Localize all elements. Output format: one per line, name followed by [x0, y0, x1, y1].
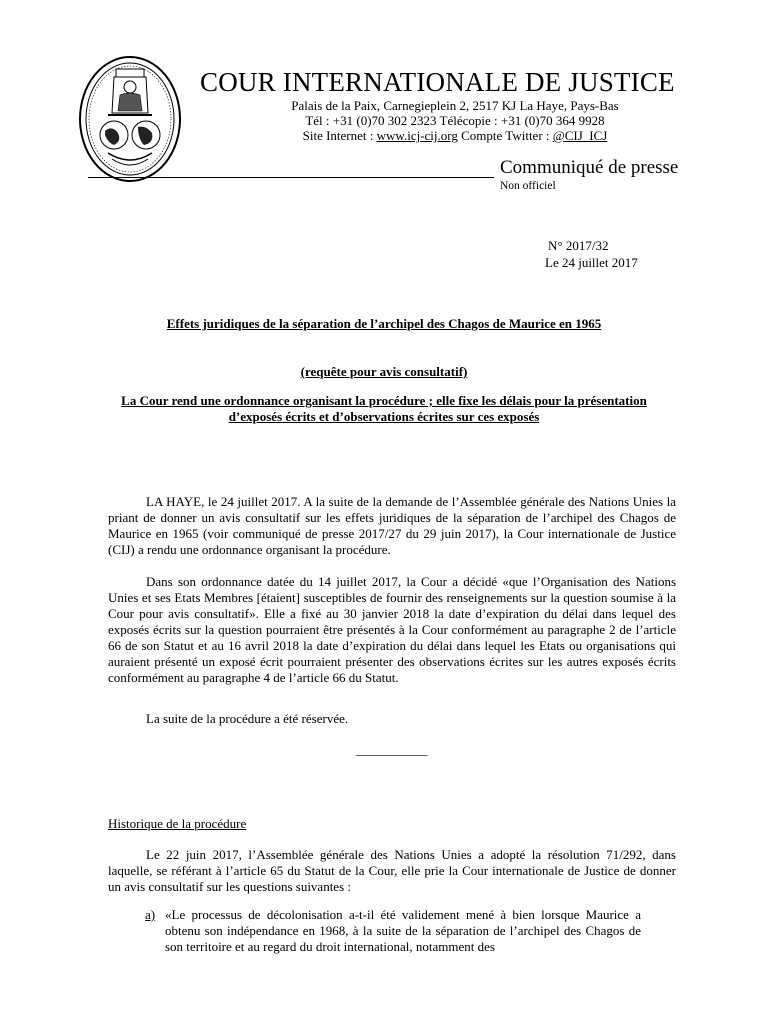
paragraph-2: Dans son ordonnance datée du 14 juillet 2017, la Cour a décidé «que l’Organisation des Nations Unies et ses Etats Membres [étaient] susceptibles de fournir des renseignements sur la question soumise à la Cour pour avis consultatif». Elle a fixé au 30 janvier 2018 la date d’expiration du délai dans lequel des exposés écrits sur la question pourraient être présentés à la Cour conformément au paragraphe 2 de l’article 66 de son Statut et au 16 avril 2018 la date d’expiration du délai dans lequel les Etats ou organisations qui auraient présenté un exposé écrit pourraient présenter des observations écrites sur les autres exposés écrits conformément au paragraphe 4 de l’article 66 du Statut.: [108, 574, 676, 685]
history-heading: Historique de la procédure: [108, 816, 247, 831]
item-a-text: «Le processus de décolonisation a-t-il été validement mené à bien lorsque Maurice a obtenu son indépendance en 1968, à la suite de la séparation de l’archipel des Chagos de son territoire et au regard du droit international, notamment des: [165, 907, 641, 954]
court-name: COUR INTERNATIONALE DE JUSTICE: [200, 67, 675, 97]
sub-title: (requête pour avis consultatif): [300, 364, 468, 379]
press-release-label: Communiqué de presse: [500, 157, 679, 178]
icj-seal-icon: [78, 55, 182, 183]
release-number: N° 2017/32: [548, 238, 609, 253]
website-link[interactable]: www.icj-cij.org: [376, 128, 458, 143]
header-rule: [88, 177, 494, 178]
release-date: Le 24 juillet 2017: [545, 255, 638, 270]
court-address: Palais de la Paix, Carnegieplein 2, 2517 KJ La Haye, Pays-Bas: [291, 98, 619, 113]
main-title: Effets juridiques de la séparation de l’archipel des Chagos de Maurice en 1965: [166, 316, 602, 331]
court-contacts: [200, 128, 710, 144]
website-label: Site Internet :: [302, 128, 377, 143]
paragraph-3: La suite de la procédure a été réservée.: [146, 711, 349, 726]
twitter-link[interactable]: @CIJ_ICJ: [552, 128, 608, 143]
twitter-label: Compte Twitter :: [457, 128, 553, 143]
headline: La Cour rend une ordonnance organisant la procédure ; elle fixe les délais pour la présentation d’exposés écrits et d’observations écrites sur ces exposés: [121, 393, 647, 424]
section-separator: ___________: [356, 742, 428, 757]
paragraph-4: Le 22 juin 2017, l’Assemblée générale des Nations Unies a adopté la résolution 71/292, dans laquelle, se référant à l’article 65 du Statut de la Cour, elle prie la Cour internationale de Justice de donner un avis consultatif sur les questions suivantes :: [108, 847, 676, 894]
unofficial-label: Non officiel: [500, 180, 556, 192]
item-a-label: a): [145, 907, 156, 922]
paragraph-1: LA HAYE, le 24 juillet 2017. A la suite de la demande de l’Assemblée générale des Nations Unies la priant de donner un avis consultatif sur les effets juridiques de la séparation de l’archipel des Chagos de Maurice en 1965 (voir communiqué de presse 2017/27 du 29 juin 2017), la Cour internationale de Justice (CIJ) a rendu une ordonnance organisant la procédure.: [108, 494, 676, 557]
court-phones: Tél : +31 (0)70 302 2323 Télécopie : +31 (0)70 364 9928: [305, 113, 605, 128]
